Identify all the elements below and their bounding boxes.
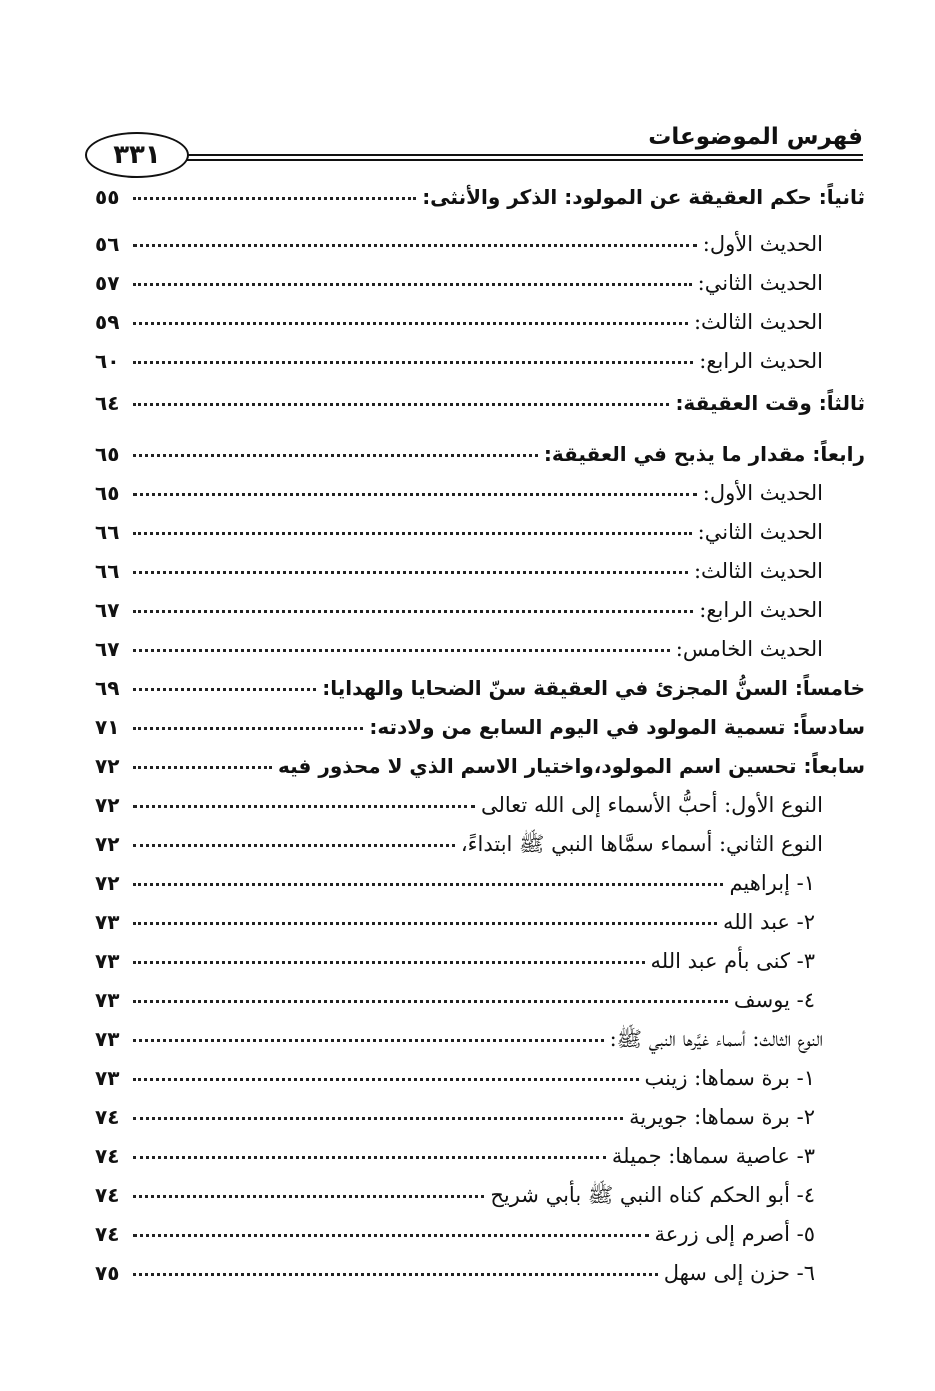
toc-entry bbox=[95, 593, 865, 627]
toc-entry-label: ٣- عاصية سماها: جميلة bbox=[611, 1144, 815, 1168]
toc-entry-label: الحديث الثالث: bbox=[693, 310, 823, 334]
dot-leader bbox=[133, 361, 693, 364]
toc-entry-page: ٧٣ bbox=[95, 1066, 120, 1090]
toc-entry bbox=[95, 944, 865, 978]
toc-entry-page: ٦٦ bbox=[95, 559, 120, 583]
toc-entry-page: ٧٣ bbox=[95, 1027, 120, 1051]
dot-leader bbox=[133, 322, 688, 325]
toc-entry bbox=[95, 1061, 865, 1095]
toc-entry-label: النوع الثاني: أسماء سمَّاها النبي ﷺ ابتداءً، bbox=[460, 832, 823, 856]
toc-entry bbox=[95, 437, 865, 471]
toc-entry-page: ٦٧ bbox=[95, 637, 120, 661]
toc-entry-label: رابعاً: مقدار ما يذبح في العقيقة: bbox=[543, 442, 865, 466]
dot-leader bbox=[133, 610, 693, 613]
toc-entry-page: ٧٣ bbox=[95, 988, 120, 1012]
toc-entry-page: ٧٣ bbox=[95, 949, 120, 973]
toc-entry bbox=[95, 1139, 865, 1173]
dot-leader bbox=[133, 283, 692, 286]
toc-entry-page: ٧١ bbox=[95, 715, 120, 739]
toc-entry-label: ١- إبراهيم bbox=[729, 871, 815, 895]
dot-leader bbox=[133, 922, 717, 925]
toc-entry bbox=[95, 671, 865, 705]
toc-entry-label: ٤- أبو الحكم كناه النبي ﷺ بأبي شريح bbox=[490, 1183, 815, 1207]
dot-leader bbox=[133, 197, 416, 200]
dot-leader bbox=[133, 403, 669, 406]
dot-leader bbox=[133, 244, 697, 247]
toc-entry-label: الحديث الأول: bbox=[702, 232, 823, 256]
dot-leader bbox=[133, 1195, 484, 1198]
toc-entry bbox=[95, 1022, 865, 1056]
toc-entry-page: ٧٣ bbox=[95, 910, 120, 934]
toc-entry bbox=[95, 476, 865, 510]
toc-entry bbox=[95, 554, 865, 588]
header-rule-top bbox=[183, 154, 863, 156]
dot-leader bbox=[133, 649, 670, 652]
dot-leader bbox=[133, 1234, 649, 1237]
toc-entry-label: ٤- يوسف bbox=[733, 988, 815, 1012]
toc-entry-page: ٥٦ bbox=[95, 232, 120, 256]
toc-entry bbox=[95, 710, 865, 744]
toc-entry-label: ثالثاً: وقت العقيقة: bbox=[675, 391, 865, 415]
toc-entry-label: الحديث الثاني: bbox=[697, 271, 823, 295]
toc-entry-label: الحديث الرابع: bbox=[699, 349, 823, 373]
toc-entry-page: ٧٢ bbox=[95, 832, 120, 856]
dot-leader bbox=[133, 961, 645, 964]
toc-entry-page: ٦٩ bbox=[95, 676, 120, 700]
toc-entry bbox=[95, 905, 865, 939]
toc-entry-label: الحديث الأول: bbox=[702, 481, 823, 505]
toc-entry-page: ٧٤ bbox=[95, 1222, 120, 1246]
toc-entry bbox=[95, 386, 865, 420]
toc-entry-page: ٧٢ bbox=[95, 754, 120, 778]
toc-entry-label: الحديث الثالث: bbox=[693, 559, 823, 583]
toc-entry bbox=[95, 983, 865, 1017]
toc-entry-page: ٧٢ bbox=[95, 871, 120, 895]
toc-entry-page: ٦٧ bbox=[95, 598, 120, 622]
toc-entry bbox=[95, 227, 865, 261]
toc-entry-label: خامساً: السنُّ المجزئ في العقيقة سنّ الضحايا والهدايا: bbox=[322, 676, 865, 700]
toc-entry-label: ثانياً: حكم العقيقة عن المولود: الذكر والأنثى: bbox=[422, 185, 865, 209]
toc-entry bbox=[95, 1256, 865, 1290]
toc-entry bbox=[95, 827, 865, 861]
dot-leader bbox=[133, 727, 363, 730]
toc-entry-label: النوع الثالث: أسماء غيَّرها النبي ﷺ: bbox=[609, 1027, 823, 1051]
page-number-badge: ٣٣١ bbox=[85, 132, 189, 178]
dot-leader bbox=[133, 1000, 728, 1003]
dot-leader bbox=[133, 454, 538, 457]
toc-entry-page: ٧٢ bbox=[95, 793, 120, 817]
dot-leader bbox=[133, 844, 455, 847]
dot-leader bbox=[133, 1078, 639, 1081]
toc-entry-page: ٥٧ bbox=[95, 271, 120, 295]
toc-entry bbox=[95, 788, 865, 822]
toc-entry bbox=[95, 749, 865, 783]
toc-entry bbox=[95, 1100, 865, 1134]
toc-entry bbox=[95, 305, 865, 339]
dot-leader bbox=[133, 1039, 604, 1042]
dot-leader bbox=[133, 1156, 606, 1159]
toc-entry-label: ٣- كنى بأم عبد الله bbox=[650, 949, 815, 973]
toc-entry-page: ٧٥ bbox=[95, 1261, 120, 1285]
dot-leader bbox=[133, 805, 475, 808]
header-rule-bottom bbox=[183, 159, 863, 161]
toc-entry bbox=[95, 515, 865, 549]
page-header bbox=[85, 118, 863, 180]
dot-leader bbox=[133, 1273, 658, 1276]
dot-leader bbox=[133, 532, 692, 535]
page-title: فهرس الموضوعات bbox=[648, 124, 863, 150]
dot-leader bbox=[133, 688, 316, 691]
toc-entry-page: ٦٠ bbox=[95, 349, 120, 373]
dot-leader bbox=[133, 766, 272, 769]
toc-entry bbox=[95, 632, 865, 666]
toc-entry bbox=[95, 266, 865, 300]
toc-entry-page: ٧٤ bbox=[95, 1144, 120, 1168]
toc-entry-page: ٦٤ bbox=[95, 391, 120, 415]
toc-entry-page: ٦٥ bbox=[95, 481, 120, 505]
toc-entry-label: ٢- عبد الله bbox=[722, 910, 815, 934]
dot-leader bbox=[133, 1117, 623, 1120]
dot-leader bbox=[133, 883, 723, 886]
toc-entry-label: الحديث الثاني: bbox=[697, 520, 823, 544]
toc-entry bbox=[95, 1217, 865, 1251]
toc-entry-label: سادساً: تسمية المولود في اليوم السابع من ولادته: bbox=[369, 715, 865, 739]
toc-entry-label: ٦- حزن إلى سهل bbox=[663, 1261, 815, 1285]
toc-entry-label: ٥- أصرم إلى زرعة bbox=[654, 1222, 815, 1246]
toc-entry-page: ٧٤ bbox=[95, 1183, 120, 1207]
toc-entry-page: ٥٥ bbox=[95, 185, 120, 209]
toc-entry-label: ٢- برة سماها: جويرية bbox=[629, 1105, 815, 1129]
toc-entry bbox=[95, 344, 865, 378]
toc-entry-label: النوع الأول: أحبُّ الأسماء إلى الله تعالى bbox=[481, 793, 823, 817]
toc-entry bbox=[95, 1178, 865, 1212]
toc-entry bbox=[95, 180, 865, 214]
toc-entry-label: سابعاً: تحسين اسم المولود،واختيار الاسم الذي لا محذور فيه bbox=[277, 754, 865, 778]
toc-entry-page: ٥٩ bbox=[95, 310, 120, 334]
dot-leader bbox=[133, 493, 697, 496]
dot-leader bbox=[133, 571, 688, 574]
toc-entry-page: ٦٥ bbox=[95, 442, 120, 466]
toc-entry-page: ٧٤ bbox=[95, 1105, 120, 1129]
toc-entry-page: ٦٦ bbox=[95, 520, 120, 544]
toc-entry-label: الحديث الخامس: bbox=[675, 637, 823, 661]
toc-entry bbox=[95, 866, 865, 900]
toc-entry-label: ١- برة سماها: زينب bbox=[644, 1066, 815, 1090]
toc-entry-label: الحديث الرابع: bbox=[699, 598, 823, 622]
